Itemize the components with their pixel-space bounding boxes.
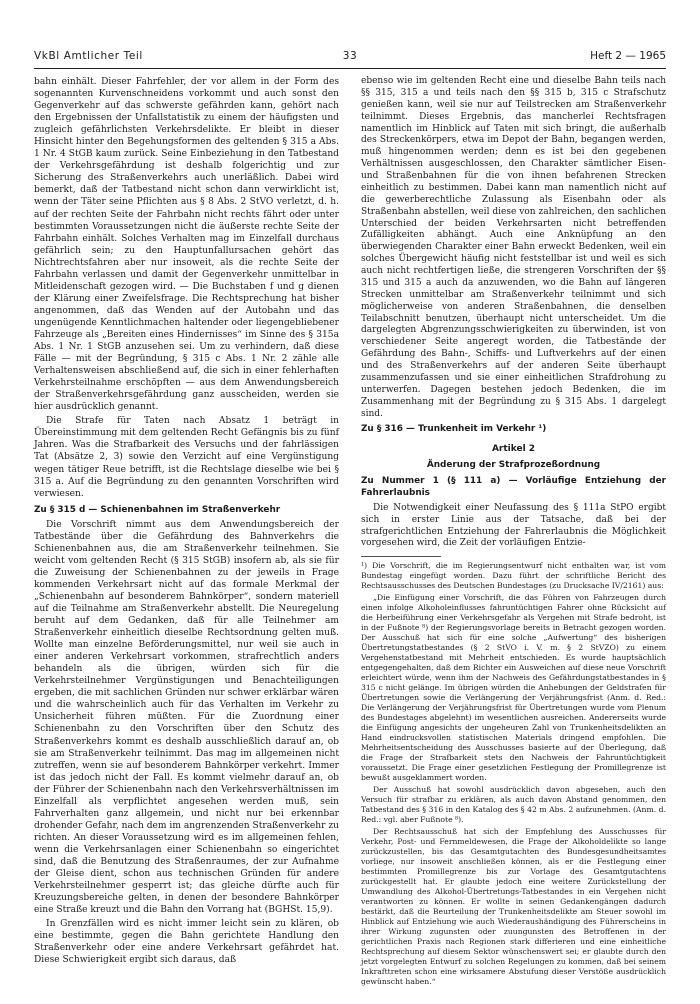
right-column-body — [361, 76, 666, 550]
header-rule — [34, 68, 666, 69]
footnote-separator — [361, 556, 441, 557]
right-column — [361, 76, 666, 987]
section-heading: Zu Nummer 1 (§ 111 a) — Vorläufige Entziehung der Fahrerlaubnis — [361, 476, 666, 498]
journal-title: VkBl Amtlicher Teil — [34, 50, 143, 62]
paragraph: In Grenzfällen wird es nicht immer leicht sein zu klären, ob eine bestimmte, gegen die Bahn gerichtete Handlung den Straßenverkehr oder eine andere Verkehrsart gefährdet hat. Diese Schwierigkeit ergibt sich daraus, daß — [34, 919, 339, 966]
paragraph: ebenso wie im geltenden Recht eine und dieselbe Bahn teils nach §§ 315, 315 a und teils nach den §§ 315 b, 315 c Strafschutz genießen kann, weil sie nur auf Teilstrecken am Straßenverkehr teilnimmt. Dieses Ergebnis, das mancherlei Rechtsfragen namentlich im Hinblick auf Taten mit sich bringt, die außerhalb des Streckenkörpers, etwa im Depot der Bahn, begangen werden, muß hingenommen werden; denn es ist bei den gegebenen Verhältnissen ausgeschlossen, den Charakter sämtlicher Eisen- und Straßenbahnen für die von ihnen befahrenen Strecken einheitlich zu bestimmen. Dabei kann man namentlich nicht auf die gewerberechtliche Zulassung als Eisenbahn oder als Straßenbahn abstellen, weil diese von zahlreichen, den sachlichen Unterschied der beiden Verkehrsarten nicht betreffenden Zufälligkeiten abhängt. Auch eine Anknüpfung an den überwiegenden Charakter einer Bahn erweckt Bedenken, weil ein solches Übergewicht häufig nicht feststellbar ist und weil es sich auch nicht rechtfertigen ließe, die strengeren Vorschriften der §§ 315 und 315 a auch da anzuwenden, wo die Bahn auf längeren Strecken unmittelbar am Straßenverkehr teilnimmt und sich möglicherweise von anderen Straßenbahnen, die denselben Teilabschnitt benutzen, überhaupt nicht unterscheidet. Um die dargelegten Abgrenzungsschwierigkeiten zu überwinden, ist von verschiedener Seite angeregt worden, die Tatbestände der Gefährdung des Bahn-, Schiffs- und Luftverkehrs auf der einen und des Straßenverkehrs auf der anderen Seite überhaupt zusammenzufassen und sie einer einheitlichen Strafdrohung zu unterwerfen. Dagegen bestehen jedoch Bedenken, die im Zusammenhang mit der Begründung zu § 315 Abs. 1 dargelegt sind. — [361, 76, 666, 419]
footnote-paragraph: „Die Einfügung einer Vorschrift, die das Führen von Fahrzeugen durch einen infolge Alkoholeinflusses fahruntüchtigen Fahrer ohne Rücksicht auf die Herbeiführung einer Verkehrsgefahr als Vergehen mit Strafe bedroht, ist in der Fußnote ⁸) der Regierungsvorlage bereits in Betracht gezogen worden. Der Ausschuß hat sich für eine solche „Aufwertung“ des bisherigen Übertretungstatbestandes (§ 2 StVO i. V. m. § 2 StVZO) zu einem Vergehenstatbestand mit Mehrheit entschieden. Es wurde hauptsächlich entgegengehalten, daß dem Richter ein Ausweichen auf diese neue Vorschrift erleichtert würde, wenn ihm der Nachweis des Gefährdungstatbestandes in § 315 c nicht gelänge. Im übrigen würden die Anhebungen der Geldstrafen für Übertretungen sowie die Verlängerung der Verjährungsfrist (Anm. d. Red.: Die Verlängerung der Verjährungsfrist für Übertretungen wurde vom Plenum des Bundestages abgelehnt) im wesentlichen ausreichen. Andererseits wurde die Einfügung angesichts der ungeheuren Zahl von Trunkenheitsdelikten an Hand eindrucksvollen statistischen Materials dringend empfohlen. Die Mehrheitsentscheidung des Ausschusses basierte auf der Überlegung, daß die Frage der Strafbarkeit stets den Nachweis der Fahruntüchtigkeit voraussetzt. Die Frage einer gesetzlichen Festlegung der Promillegrenze ist bewußt ausgeklammert worden. — [361, 593, 666, 782]
issue-label: Heft 2 — 1965 — [590, 50, 666, 62]
footnotes — [361, 561, 666, 986]
footnote-paragraph: Der Rechtsausschuß hat sich der Empfehlung des Ausschusses für Verkehr, Post- und Fernmeldewesen, die Frage der Alkoholdelikte so lange zurückzustellen, bis das Gesamtgutachten des Bundesgesundheitsamtes vorliege, nur insoweit anschließen können, als er die Festlegung einer bestimmten Promillegrenze bis zur Vorlage des Gesamtgutachtens zurückgestellt hat. Er glaubte jedoch eine weitere Zurückstellung der Umwandlung des Alkohol-Übertretungs-Tatbestandes in ein Vergehen nicht verantworten zu können. Er wollte in seinen Gedankengängen dadurch bestärkt, daß die Beurteilung der Trunkenheitsdelikte am Steuer sowohl im Hinblick auf Entziehung wie auch Wiederaushändigung des Führerscheins in ihrer Wirkung zugunsten oder zuungunsten des Betroffenen in der gerichtlichen Praxis nach Regionen stark differieren und eine einheitliche Rechtsprechung auf diesem Sektor wünschenswert sei; er glaubte durch den jetzt vorgelegten Entwurf zu solchen Regelungen zu kommen, daß bei seinem Inkrafttreten schon eine wirksamere Abstufung dieser Verstöße ausdrücklich gewünscht haben.“ — [361, 826, 666, 986]
running-header — [34, 50, 666, 64]
section-heading: Artikel 2 — [491, 444, 536, 455]
footnote-paragraph: ¹) Die Vorschrift, die im Regierungsentwurf nicht enthalten war, ist vom Bundestag eingefügt worden. Dazu führt der schriftliche Bericht des Rechtsausschusses des Deutschen Bundestages (zu Drucksache IV/2161) aus: — [361, 561, 666, 591]
page-number: 33 — [342, 50, 358, 62]
section-heading: Zu § 315 d — Schienenbahnen im Straßenverkehr — [34, 504, 281, 515]
paragraph: Die Vorschrift nimmt aus dem Anwendungsbereich der Tatbestände über die Gefährdung des Bahnverkehrs die Schienenbahnen aus, die am Straßenverkehr teilnehmen. Sie weicht vom geltenden Recht (§ 315 StGB) insofern ab, als sie für die Zuweisung der Schienenbahnen zu der jeweils in Frage kommenden Verkehrsart nicht auf das formale Merkmal der „Schienenbahn auf besonderem Bahnkörper“, sondern materiell auf die Teilnahme am Straßenverkehr abstellt. Die Neuregelung beruht auf dem Gedanken, daß für alle Teilnehmer am Straßenverkehr einheitlich dieselbe Rechtsordnung gelten muß. Wollte man einzelne Beförderungsmittel, nur weil sie auch in einer anderen Verkehrsart vorkommen, strafrechtlich anders behandeln als die übrigen, würden sich für die Verkehrsteilnehmer Vergünstigungen und Benachteiligungen ergeben, die mit sachlichen Gründen nur schwer erklärbar wären und die wahrscheinlich auch für das Verhalten im Verkehr zu Unsicherheit führen müßten. Für die Zuordnung einer Schienenbahn zu den Vorschriften über den Schutz des Straßenverkehrs kommt es deshalb ausschließlich darauf an, ob sie am Straßenverkehr teilnimmt. Das mag im allgemeinen nicht zutreffen, wenn sie auf besonderem Bahnkörper verkehrt. Immer ist das jedoch nicht der Fall. Es kommt vielmehr darauf an, ob der Führer der Schienenbahn nach den Verkehrsverhältnissen im Einzelfall als verpflichtet angesehen werden muß, sein Fahrverhalten ganz allgemein, und nicht nur bei erkennbar drohender Gefahr, nach dem im angrenzenden Straßenverkehr zu richten. An dieser Voraussetzung wird es im allgemeinen fehlen, wenn die Verkehrsanlagen einer Schienenbahn so eingerichtet sind, daß die Benutzung des Straßenraumes, der zur Aufnahme der Gleise dient, schon aus technischen Gründen für andere Verkehrsteilnehmer gesperrt ist; das gleiche dürfte auch für Kreuzungsbereiche gelten, in denen der besondere Bahnkörper eine Straße kreuzt und die Bahn den Vorrang hat (BGHSt. 15,9). — [34, 519, 339, 916]
left-column — [34, 76, 339, 966]
paragraph: Die Strafe für Taten nach Absatz 1 beträgt in Übereinstimmung mit dem geltenden Recht Gefängnis bis zu fünf Jahren. Was die Strafbarkeit des Versuchs und der fahrlässigen Tat (Absätze 2, 3) sowie den Verzicht auf eine Vergünstigung wegen tätiger Reue betrifft, ist die Rechtslage dieselbe wie bei § 315 a. Auf die Begründung zu den genannten Vorschriften wird verwiesen. — [34, 416, 339, 499]
paragraph: bahn einhält. Dieser Fahrfehler, der vor allem in der Form des sogenannten Kurvenschneidens vorkommt und auch sonst den Gegenverkehr auf das schwerste gefährden kann, gehört nach den Ergebnissen der Unfallstatistik zu einem der häufigsten und zugleich gefährlichsten Verkehrsdelikte. Er bleibt in dieser Hinsicht hinter den Begehungsformen des geltenden § 315 a Abs. 1 Nr. 4 StGB kaum zurück. Seine Einbeziehung in den Tatbestand der Verkehrsgefährdung ist deshalb folgerichtig und zur Sicherung des Straßenverkehrs auch unerläßlich. Dabei wird bemerkt, daß der Tatbestand nicht schon dann verwirklicht ist, wenn der Täter seine Pflichten aus § 8 Abs. 2 StVO verletzt, d. h. auf der rechten Seite der Fahrbahn nicht rechts fährt oder unter bestimmten Voraussetzungen nicht die äußerste rechte Seite der Fahrbahn einhält. Solches Verhalten mag im Einzelfall durchaus gefährlich sein; zu den Hauptunfallursachen gehört das Nichtrechtsfahren aber nur insoweit, als die rechte Seite der Fahrbahn verlassen und damit der Gegenverkehr unmittelbar in Mitleidenschaft gezogen wird. — Die Buchstaben f und g dienen der Klärung einer Zweifelsfrage. Die Rechtsprechung hat bisher angenommen, daß das Wenden auf der Autobahn und das ungenügende Kenntlichmachen haltender oder liegengebliebener Fahrzeuge als „Bereiten eines Hindernisses“ im Sinne des § 315a Abs. 1 Nr. 1 StGB anzusehen sei. Um zu verhindern, daß diese Fälle — mit der Begründung, § 315 c Abs. 1 Nr. 2 zähle alle Verhaltensweisen abschließend auf, die sich in einer fehlerhaften Verkehrsteilnahme erschöpften — aus dem Anwendungsbereich der Straßenverkehrsgefährdung ganz ausscheiden, werden sie hier ausdrücklich genannt. — [34, 77, 339, 413]
section-heading: Änderung der Strafprozeßordnung — [426, 460, 601, 471]
paragraph: Die Notwendigkeit einer Neufassung des § 111a StPO ergibt sich in erster Linie aus der Tatsache, daß bei der strafgerichtlichen Entziehung der Fahrerlaubnis die Möglichkeit vorgesehen wird, die Zeit der vorläufigen Entzie- — [361, 502, 666, 549]
section-heading: Zu § 316 — Trunkenheit im Verkehr ¹) — [361, 424, 547, 435]
footnote-paragraph: Der Ausschuß hat sowohl ausdrücklich davon abgesehen, auch den Versuch für strafbar zu erklären, als auch davon Abstand genommen, den Tatbestand des § 316 in den Katalog des § 42 m Abs. 2 aufzunehmen. (Anm. d. Red.: vgl. aber Fußnote ⁸). — [361, 784, 666, 824]
